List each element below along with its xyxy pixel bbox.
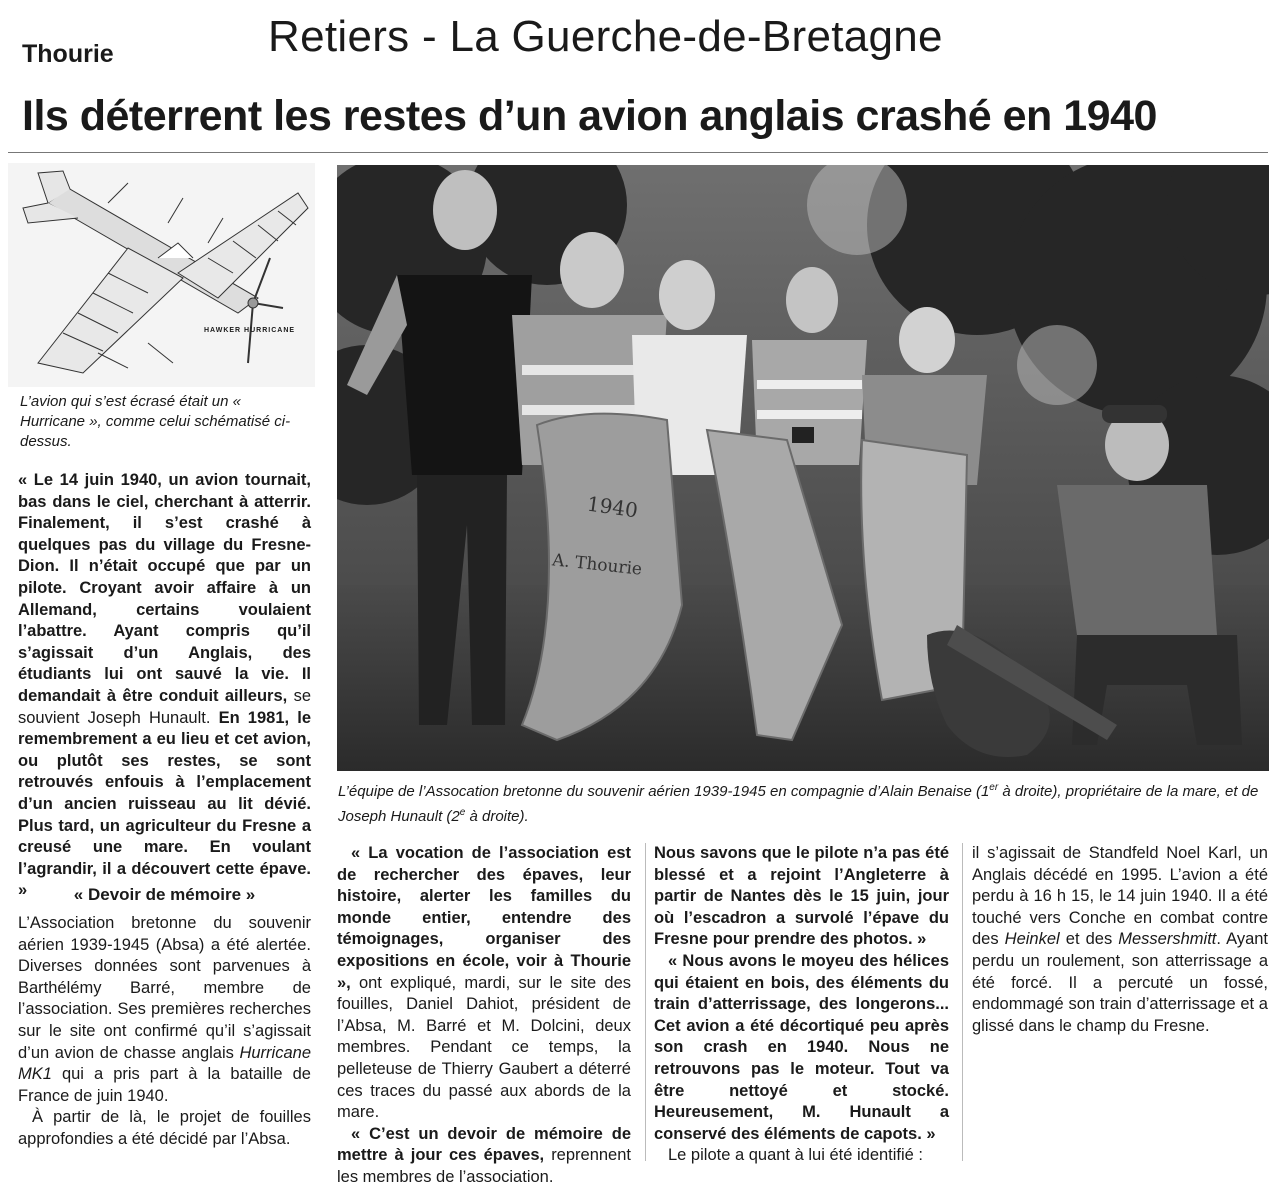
column-divider: [645, 843, 646, 1161]
article-col3: Nous savons que le pilote n’a pas été blessé et a rejoint l’Angleterre à partir de Nantes dès le 15 juin, jour où l’escadron a survolé l’épave du Fresne pour prendre des photos. » « Nous avons le moyeu des hélices qui étaient en bois, des éléments du train d’atterrissage, des longerons... Cet avion a été décortiqué peu après son crash en 1940. Nous ne retrouvons pas le moteur. Tout va être nettoyé et stocké. Heureusement, M. Hunault a conservé des éléments de capots. » Le pilote a quant à lui été identifié :: [654, 844, 949, 1165]
diagram-caption: L’avion qui s’est écrasé était un « Hurricane », comme celui schématisé ci-dessus.: [20, 393, 291, 450]
article-lead: « Le 14 juin 1940, un avion tournait, bas dans le ciel, cherchant à atterrir. Finalement, il s’est crashé à quelques pas du village du Fresne-Dion. Il n’était occupé que par un pilote. Croyant avoir affaire à un Allemand, certains voulaient l’abattre. Ayant compris qu’il s’agissait d’un Anglais, des étudiants lui ont sauvé la vie. Il demandait à être conduit ailleurs, se souvient Joseph Hunault. En 1981, le remembrement a eu lieu et cet avion, ou plutôt ses restes, se sont retrouvés enfouis à l’emplacement d’un ancien ruisseau au lit dévié. Plus tard, un agriculteur du Fresne a creusé une mare. En voulant l’agrandir, il a découvert cette épave. »: [18, 471, 311, 900]
locality-label: Thourie: [22, 40, 114, 68]
photo-scene: [337, 165, 1269, 771]
photo-caption: L’équipe de l’Assocation bretonne du souvenir aérien 1939-1945 en compagnie d’Alain Benaise (1er à droite), propriétaire de la mare, et de Joseph Hunault (2e à droite).: [338, 782, 1259, 825]
team-photo: [337, 165, 1269, 771]
section-title: Retiers - La Guerche-de-Bretagne: [268, 12, 943, 61]
headline: Ils déterrent les restes d’un avion anglais crashé en 1940: [22, 92, 1157, 140]
article-col2: « La vocation de l’association est de rechercher des épaves, leur histoire, alerter les familles du monde entier, entendre des témoignages, organiser des expositions en école, voir à Thourie », ont expliqué, mardi, sur le site des fouilles, Daniel Dahiot, président de l’Absa, M. Barré et M. Dolcini, deux membres. Pendant ce temps, la pelleteuse de Thierry Gaubert a déterré ces traces du passé aux abords de la mare. « C’est un devoir de mémoire de mettre à jour ces épaves, reprennent les membres de l’association.: [337, 844, 631, 1186]
hurricane-cutaway-drawing: [8, 163, 315, 387]
hurricane-diagram: [8, 163, 315, 387]
column-divider: [962, 843, 963, 1161]
panel-inscription-place: A. Thourie: [551, 550, 643, 580]
article-col4: il s’agissait de Standfeld Noel Karl, un Anglais décédé en 1995. L’avion a été perdu à 16 h 15, le 14 juin 1940. Il a été touché vers Conche en combat contre des Heinkel et des Messershmitt. Ayant perdu un roulement, son atterrissage a été forcé. Il a percuté un fossé, endommagé son train d’atterrissage et a glissé dans le champ du Fresne.: [972, 844, 1269, 1035]
header-divider: [8, 152, 1268, 153]
subhead: « Devoir de mémoire »: [73, 885, 256, 904]
panel-inscription-year: 1940: [585, 491, 640, 523]
article-col1-body: L’Association bretonne du souvenir aérien 1939-1945 (Absa) a été alertée. Diverses données sont parvenues à Barthélémy Barré, membre de l’association. Ses premières recherches sur le site ont confirmé qu’il s’agissait d’un avion de chasse anglais Hurricane MK1 qui a pris part à la bataille de France de juin 1940. À partir de là, le projet de fouilles approfondies a été décidé par l’Absa.: [18, 914, 311, 1148]
diagram-label: HAWKER HURRICANE: [204, 327, 296, 334]
